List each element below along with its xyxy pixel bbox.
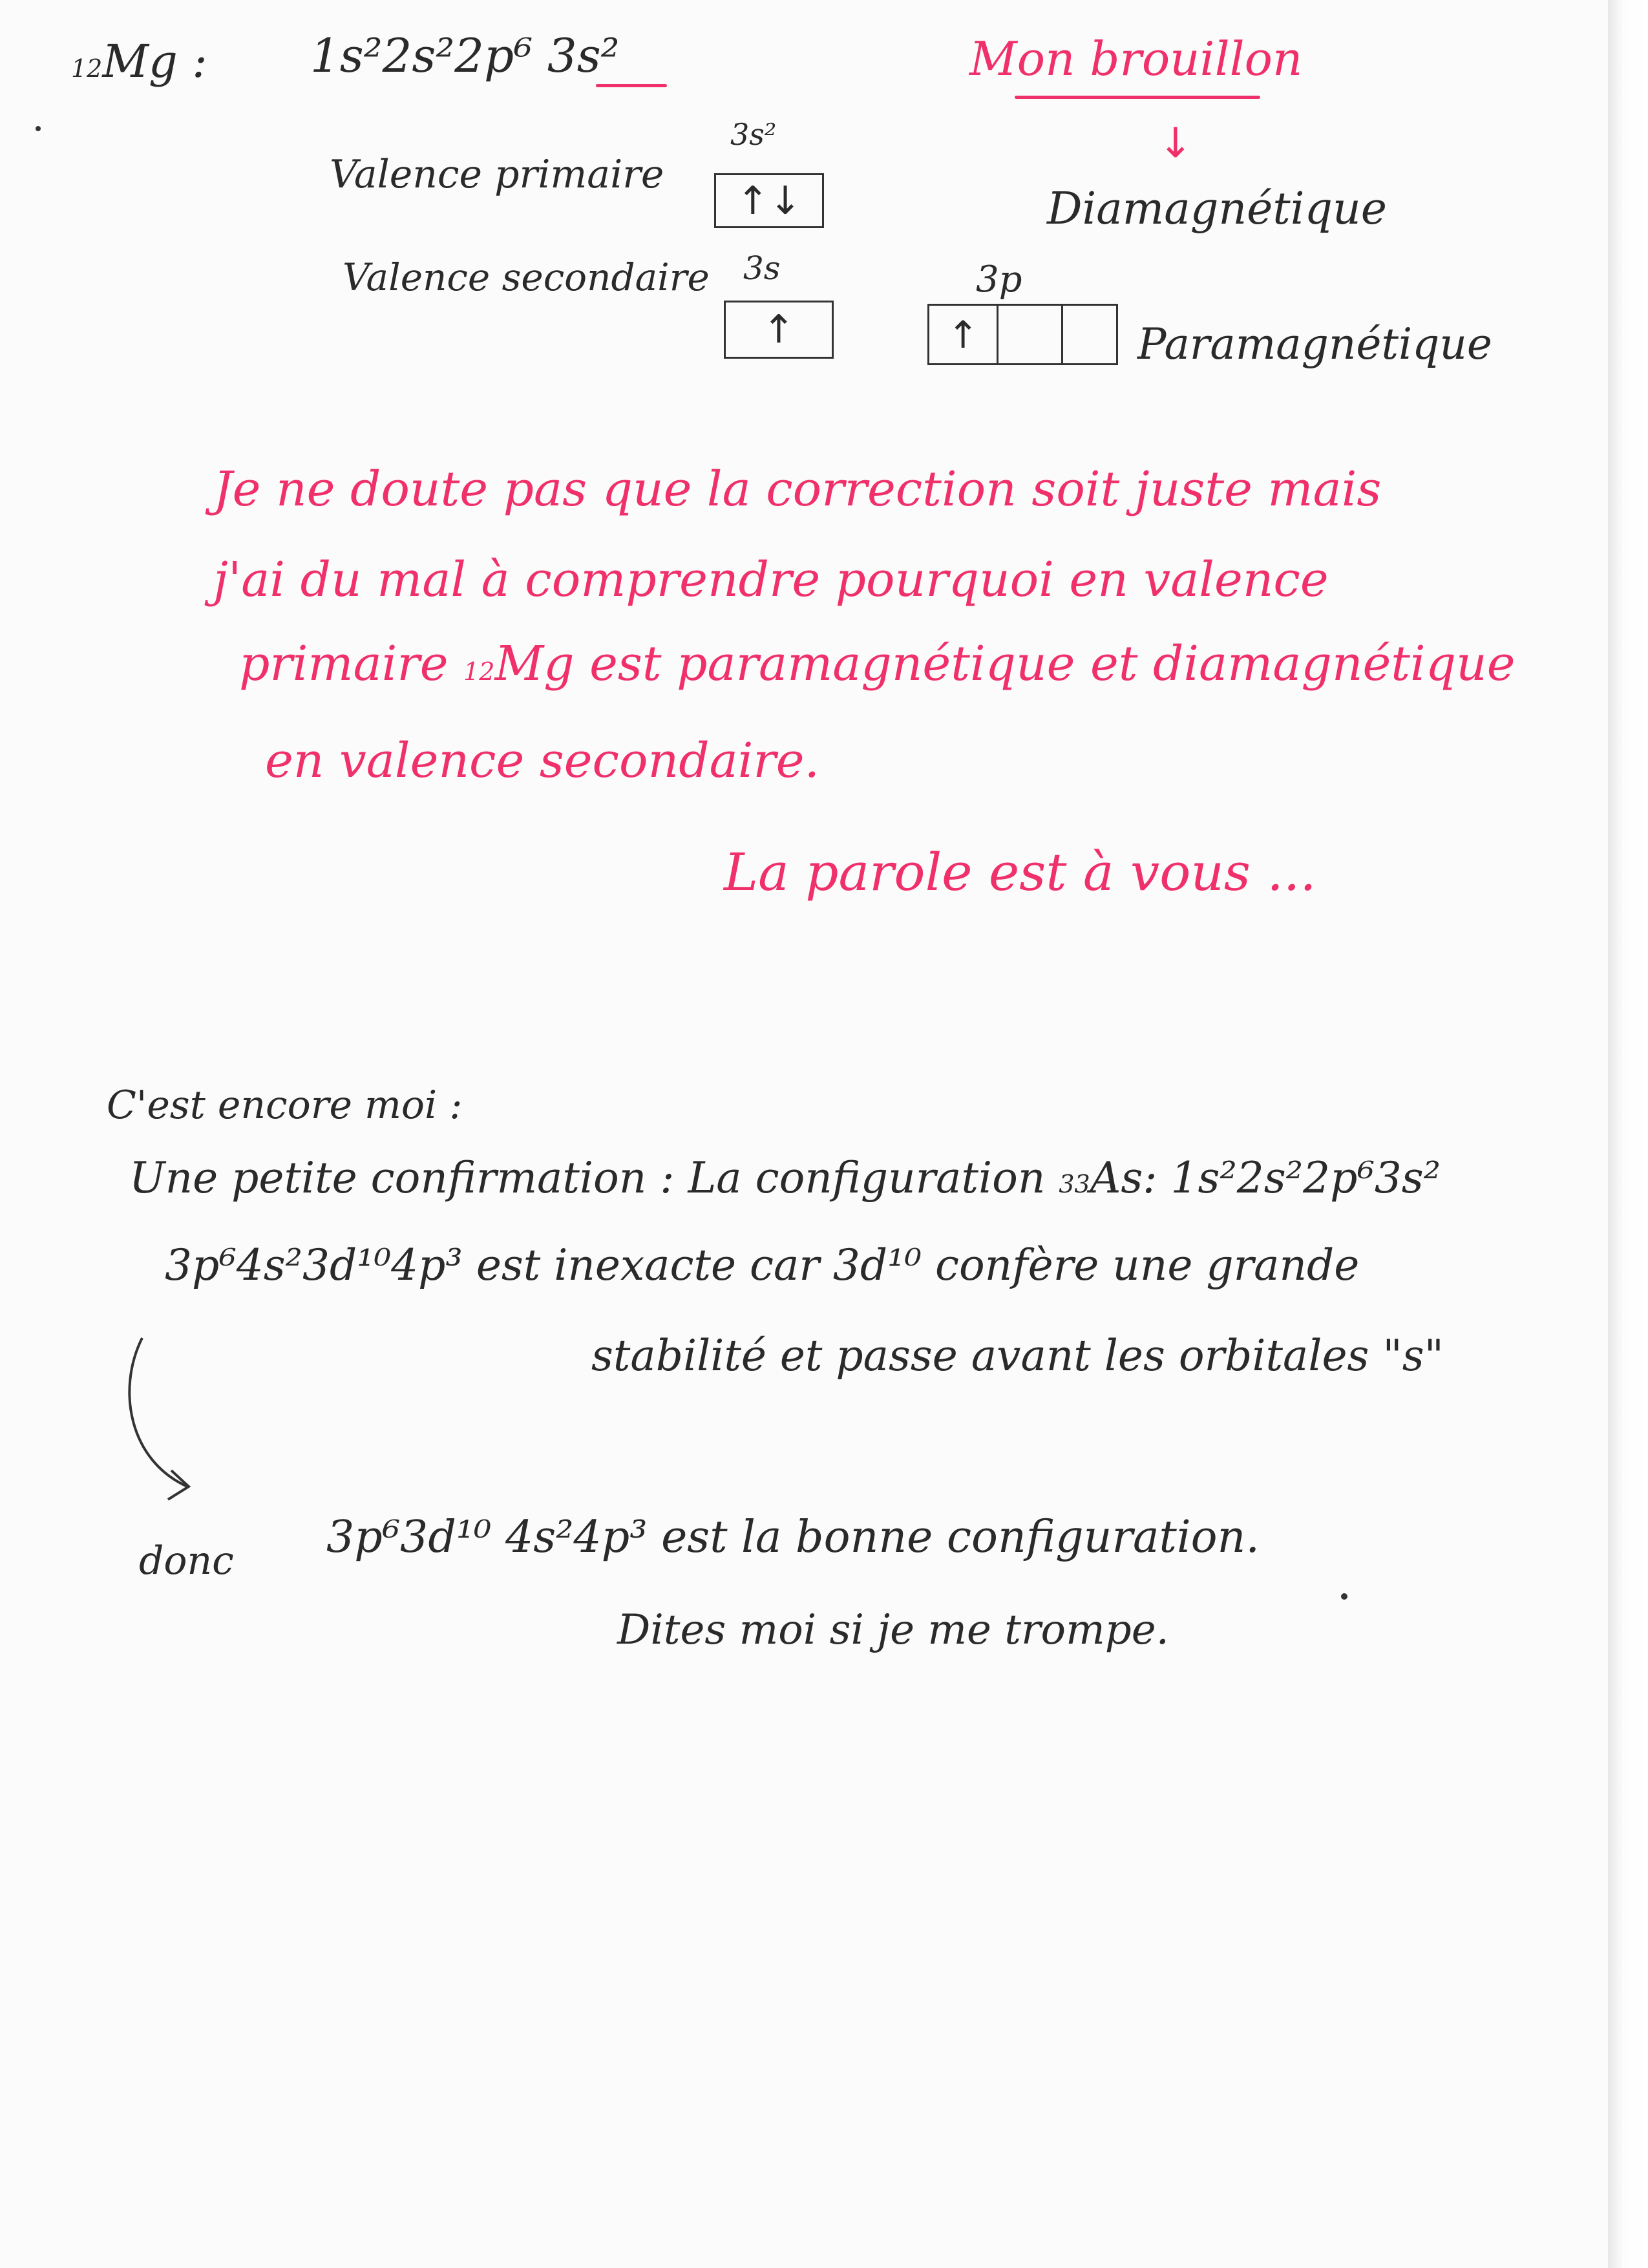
question-line-1: Je ne doute pas que la correction soit juste mais (213, 461, 1382, 517)
question-line-2: j'ai du mal à comprendre pourquoi en valence (213, 552, 1329, 608)
note-line-4: 3p⁶3d¹⁰ 4s²4p³ est la bonne configuration. (326, 1512, 1260, 1563)
orbital-diagram-3s-secondary (724, 301, 834, 359)
config-underline (596, 84, 667, 87)
page-edge-shadow (1608, 0, 1648, 2268)
orbital-box-p3 (1063, 304, 1118, 365)
orbital-box-p1: ↑ (927, 304, 998, 365)
heading-underline (1015, 96, 1260, 99)
note-line-5: Dites moi si je me trompe. (617, 1606, 1169, 1654)
label-donc: donc (139, 1538, 234, 1584)
note-line-3: stabilité et passe avant les orbitales "s" (591, 1331, 1444, 1381)
orbital-diagram-3s (714, 173, 824, 228)
label-diamagnetique: Diamagnétique (1047, 184, 1388, 235)
note-line-2: 3p⁶4s²3d¹⁰4p³ est inexacte car 3d¹⁰ confère une grande (165, 1240, 1360, 1290)
question-line-3: primaire 12Mg est paramagnétique et diamagnétique (239, 636, 1516, 692)
question-line-4: en valence secondaire. (265, 733, 820, 789)
orbital-label-3s: 3s (743, 249, 781, 287)
label-paramagnetique: Paramagnétique (1137, 319, 1492, 369)
question-closing: La parole est à vous ... (724, 842, 1316, 902)
orbital-label-3p: 3p (976, 259, 1022, 301)
note-intro: C'est encore moi : (107, 1083, 463, 1128)
orbital-box-p2 (998, 304, 1063, 365)
element-symbol-mg: 12Mg : (71, 35, 207, 88)
mg-electron-configuration: 1s²2s²2p⁶ 3s² (310, 28, 620, 83)
orbital-diagram-3p (927, 304, 1118, 365)
heading-mon-brouillon: Mon brouillon (969, 32, 1303, 86)
ink-speck (36, 126, 41, 131)
label-valence-primaire: Valence primaire (330, 152, 664, 197)
note-line-1: Une petite confirmation : La configuration 33As: 1s²2s²2p⁶3s² (129, 1153, 1441, 1203)
arrow-down-icon: ↓ (1158, 120, 1193, 167)
label-valence-secondaire: Valence secondaire (343, 255, 710, 299)
orbital-label-3s2: 3s² (730, 117, 777, 152)
orbital-box-up-down: ↑↓ (714, 173, 824, 228)
orbital-box-up: ↑ (724, 301, 834, 359)
ink-speck (1341, 1593, 1347, 1600)
curved-arrow-icon (116, 1331, 220, 1525)
